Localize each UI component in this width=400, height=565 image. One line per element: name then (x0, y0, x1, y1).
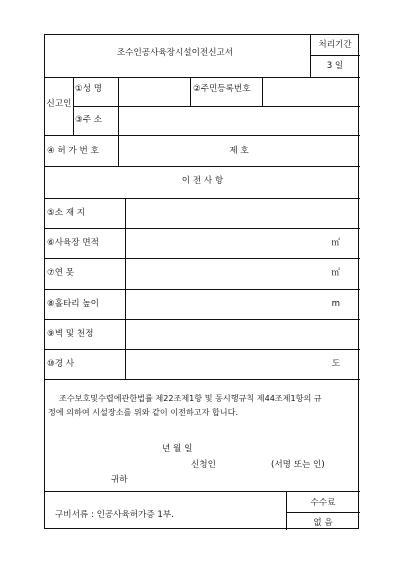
statement-line-1: 조수보호및수렵에관한법률 제22조제1항 및 동시행규칙 제44조제1항의 규 (59, 393, 322, 403)
reg-number-label: ②주민등록번호 (193, 84, 251, 94)
row-line (45, 379, 360, 380)
slope-unit: 도 (331, 359, 340, 369)
row-line (45, 166, 360, 167)
name-divider (190, 77, 191, 106)
name-field[interactable] (118, 77, 190, 105)
relocation-heading: 이 전 사 항 (181, 176, 224, 186)
fee-label: 수수료 (310, 498, 336, 508)
permit-label: ④ 허 가 번 호 (47, 146, 99, 156)
reg-number-field[interactable] (262, 77, 360, 105)
area-unit: ㎡ (331, 238, 340, 248)
address-label: ③주 소 (75, 115, 103, 125)
row-line (45, 135, 360, 136)
fee-value: 없 음 (313, 518, 333, 528)
row-line (45, 491, 360, 492)
permit-number-field[interactable]: 제 호 (229, 146, 249, 156)
recipient-label: 귀하 (111, 475, 128, 485)
pond-label: ⑦연 못 (47, 268, 75, 278)
pond-unit: ㎡ (331, 268, 340, 278)
fence-height-label: ⑧홀타리 높이 (47, 299, 99, 309)
applicant-label: 신고인 (46, 99, 72, 109)
required-docs: 구비서류 : 인공사육허가증 1부. (55, 510, 174, 520)
form-title: 조수인공사육장시설이전신고서 (116, 48, 234, 58)
date-line: 년 월 일 (162, 444, 193, 454)
applicant-line: 신청인 (191, 460, 216, 470)
location-label: ⑤소 재 지 (47, 208, 86, 218)
address-field[interactable] (118, 106, 360, 135)
fence-height-unit: m (331, 299, 340, 309)
statement-line-2: 정에 의하여 시설장소를 위와 같이 이전하고자 합니다. (48, 407, 239, 417)
processing-value: 3 일 (326, 61, 344, 71)
location-field[interactable] (125, 198, 360, 227)
processing-label: 처리기간 (318, 40, 352, 50)
area-label: ⑥사육장 면적 (47, 238, 99, 248)
fee-inner-divider (286, 512, 360, 513)
report-form (44, 34, 359, 529)
slope-label: ⑩경 사 (47, 359, 75, 369)
wall-ceiling-field[interactable] (125, 319, 360, 348)
signature-note: (서명 또는 인) (271, 460, 325, 470)
wall-ceiling-label: ⑨벽 및 천정 (47, 329, 94, 339)
name-label: ①성 명 (75, 84, 103, 94)
processing-divider (310, 55, 360, 56)
